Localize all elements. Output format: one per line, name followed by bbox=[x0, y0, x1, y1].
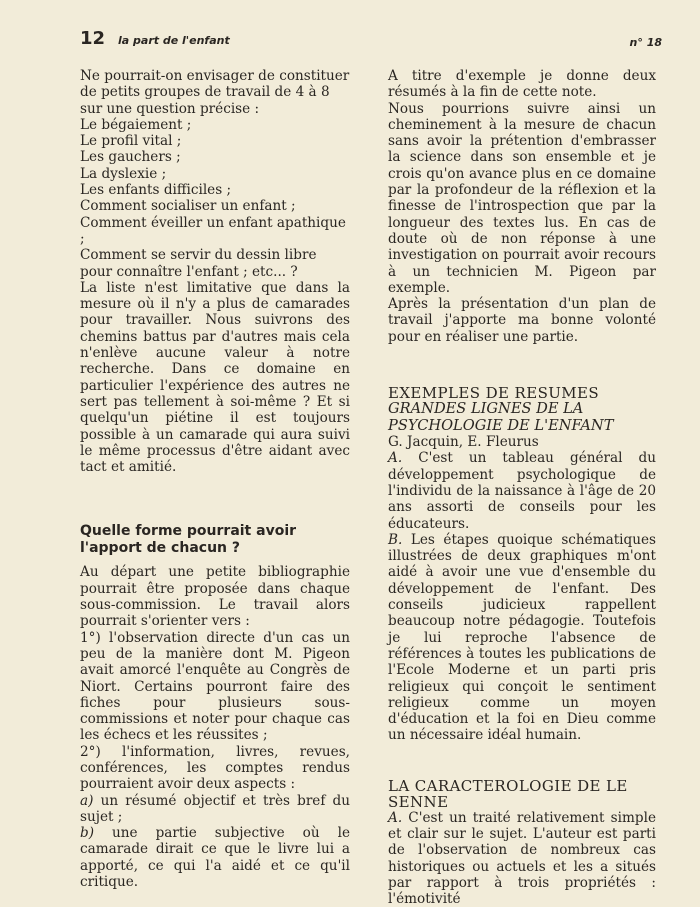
examples-heading: EXEMPLES DE RESUMES bbox=[388, 384, 600, 403]
part-text: Les étapes quoique schématiques illustrées de deux graphiques m'ont aidé à avoir une vue d'ensemble du développement de l'enfant. Des conseils judicieux rappellent beaucoup notre pédagogie. Toutefois je lui reproche l'absence de références à toutes les publications de l'Ecole Moderne et un parti pris religieux qui conçoit le sentiment religieux comme un moyen d'éducation et la foi en Dieu comme un nécessaire idéal humain. bbox=[388, 531, 656, 744]
item-text: une partie subjective où le camarade dirait ce que le livre lui a apporté, ce qui l'a aidé et ce qu'il critique. bbox=[80, 825, 350, 891]
part-marker: A. bbox=[388, 809, 403, 826]
topic-item: Comment éveiller un enfant apathique ; bbox=[80, 214, 346, 247]
item-text: un résumé objectif et très bref du sujet ; bbox=[80, 792, 350, 825]
summary-part bbox=[388, 532, 656, 744]
book-heading: LA CARACTEROLOGIE DE LE SENNE bbox=[388, 776, 628, 811]
page-number: 12 bbox=[80, 28, 106, 49]
topic-item: Comment se servir du dessin libre pour connaître l'enfant ; etc... ? bbox=[80, 247, 317, 280]
body-paragraph: Au départ une petite bibliographie pourrait être proposée dans chaque sous-commission. Le travail alors pourrait s'orienter vers : bbox=[80, 564, 350, 630]
lettered-item bbox=[80, 793, 350, 826]
item-marker: b) bbox=[80, 825, 95, 842]
topic-item: Les gauchers ; bbox=[80, 149, 181, 166]
left-column bbox=[80, 68, 350, 890]
page-header bbox=[80, 28, 662, 52]
numbered-item: 1°) l'observation directe d'un cas un peu de la manière dont M. Pigeon avait amorcé l'enquête au Congrès de Niort. Certains pourront faire des fiches pour plusieurs sous-commissions et noter pour chaque cas les échecs et les réussites ; bbox=[80, 629, 350, 744]
item-marker: a) bbox=[80, 792, 94, 809]
part-text: C'est un tableau général du développement psychologique de l'individu de la naissance à l'âge de 20 ans assorti de conseils pour les éducateurs. bbox=[388, 450, 656, 532]
part-marker: B. bbox=[388, 531, 403, 548]
issue-number: n° 18 bbox=[629, 36, 662, 49]
topic-item: Comment socialiser un enfant ; bbox=[80, 198, 296, 215]
lettered-item bbox=[80, 825, 350, 890]
part-marker: A. bbox=[388, 450, 403, 467]
summary-part bbox=[388, 450, 656, 531]
section-heading: Quelle forme pourrait avoir l'apport de chacun ? bbox=[80, 523, 297, 556]
book-authors: G. Jacquin, E. Fleurus bbox=[388, 434, 539, 451]
topic-item: Le bégaiement ; bbox=[80, 116, 192, 133]
intro-line: Ne pourrait-on envisager de constituer de petits groupes de travail de 4 à 8 sur une question précise : bbox=[80, 68, 350, 117]
body-paragraph: Après la présentation d'un plan de travail j'apporte ma bonne volonté pour en réaliser une partie. bbox=[388, 296, 656, 345]
topic-item: Les enfants difficiles ; bbox=[80, 182, 232, 199]
topic-item: Le profil vital ; bbox=[80, 133, 182, 150]
body-paragraph: Nous pourrions suivre ainsi un cheminement à la mesure de chacun sans avoir la prétention d'embrasser la science dans son ensemble et je crois qu'on avance plus en ce domaine par la profondeur de la réflexion et la finesse de l'introspection que par la longueur des textes lus. En cas de doute où de non réponse à une investigation on pourrait avoir recours à un technicien M. Pigeon par exemple. bbox=[388, 100, 656, 296]
journal-title: la part de l'enfant bbox=[118, 34, 230, 47]
part-text: C'est un traité relativement simple et clair sur le sujet. L'auteur est parti de l'observation de nombreux cas historiques ou actuels et les a situés par rapport à trois propriétés : l'émotivité bbox=[388, 809, 656, 907]
body-paragraph: A titre d'exemple je donne deux résumés à la fin de cette note. bbox=[388, 68, 656, 101]
book-title: GRANDES LIGNES DE LA PSYCHOLOGIE DE L'ENFANT bbox=[388, 400, 614, 434]
summary-part bbox=[388, 810, 656, 907]
right-column bbox=[388, 68, 656, 907]
numbered-item: 2°) l'information, livres, revues, conférences, les comptes rendus pourraient avoir deux aspects : bbox=[80, 743, 350, 793]
topic-item: La dyslexie ; bbox=[80, 165, 167, 182]
body-paragraph: La liste n'est limitative que dans la mesure où il n'y a plus de camarades pour travailler. Nous suivrons des chemins battus par d'autres mais cela n'enlève aucune valeur à notre recherche. Dans ce domaine en particulier l'expérience des autres ne sert pas tellement à soi-même ? Et si quelqu'un piétine il est toujours possible à un camarade qui aura suivi le même processus d'être aidant avec tact et amitié. bbox=[80, 279, 350, 476]
